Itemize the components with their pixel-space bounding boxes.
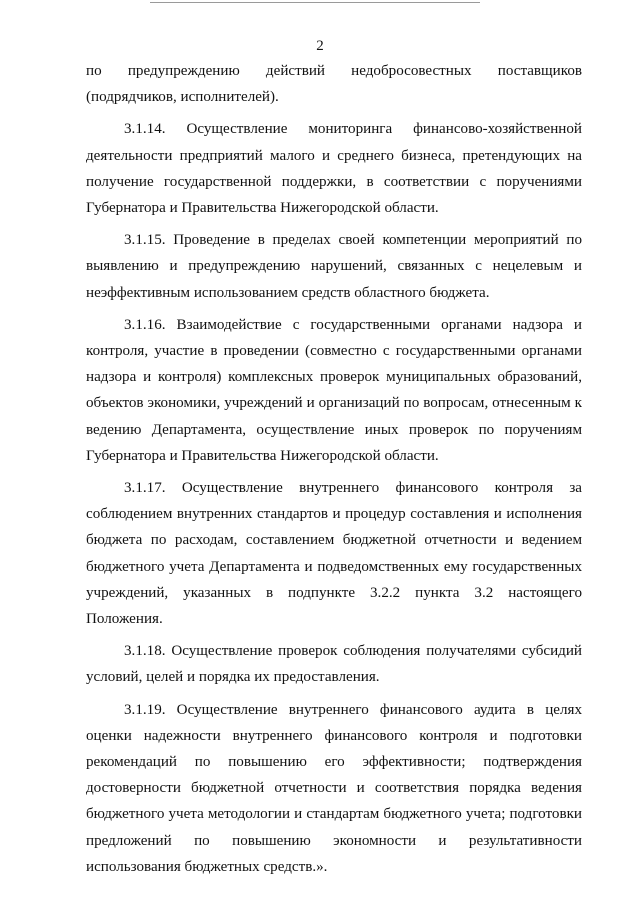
paragraph-3-1-14: 3.1.14. Осуществление мониторинга финансово-хозяйственной деятельности предприятий малого и среднего бизнеса, претендующих на получение государственной поддержки, в соответствии с поручениями Губернатора и Правительства Нижегородской области.	[86, 121, 582, 217]
paragraph-3-1-15: 3.1.15. Проведение в пределах своей компетенции мероприятий по выявлению и предупреждению нарушений, связанных с нецелевым и неэффективным использованием средств областного бюджета.	[86, 232, 582, 301]
top-scan-line	[150, 2, 480, 3]
page-number: 2	[316, 38, 324, 54]
paragraph-continuation: по предупреждению действий недобросовестных поставщиков (подрядчиков, исполнителей).	[86, 63, 582, 106]
paragraph-3-1-19: 3.1.19. Осуществление внутреннего финансового аудита в целях оценки надежности внутреннего финансового контроля и подготовки рекомендаций по повышению его эффективности; подтверждения достоверности бюджетной отчетности и соответствия порядка ведения бюджетного учета методологии и стандартам бюджетного учета; подготовки предложений по повышению экономности и результативности использования бюджетных средств.».	[86, 701, 582, 875]
paragraph-3-1-18: 3.1.18. Осуществление проверок соблюдения получателями субсидий условий, целей и порядка их предоставления.	[86, 643, 582, 686]
paragraph-3-1-16: 3.1.16. Взаимодействие с государственными органами надзора и контроля, участие в проведении (совместно с государственными органами надзора и контроля) комплексных проверок муниципальных образований, объектов экономики, учреждений и организаций по вопросам, отнесенным к ведению Департамента, осуществление иных проверок по поручениям Губернатора и Правительства Нижегородской области.	[86, 316, 582, 464]
document-body	[86, 58, 582, 886]
paragraph-3-1-17: 3.1.17. Осуществление внутреннего финансового контроля за соблюдением внутренних стандартов и процедур составления и исполнения бюджета по расходам, составлением бюджетной отчетности и ведением бюджетного учета Департамента и подведомственных ему государственных учреждений, указанных в подпункте 3.2.2 пункта 3.2 настоящего Положения.	[86, 480, 582, 628]
